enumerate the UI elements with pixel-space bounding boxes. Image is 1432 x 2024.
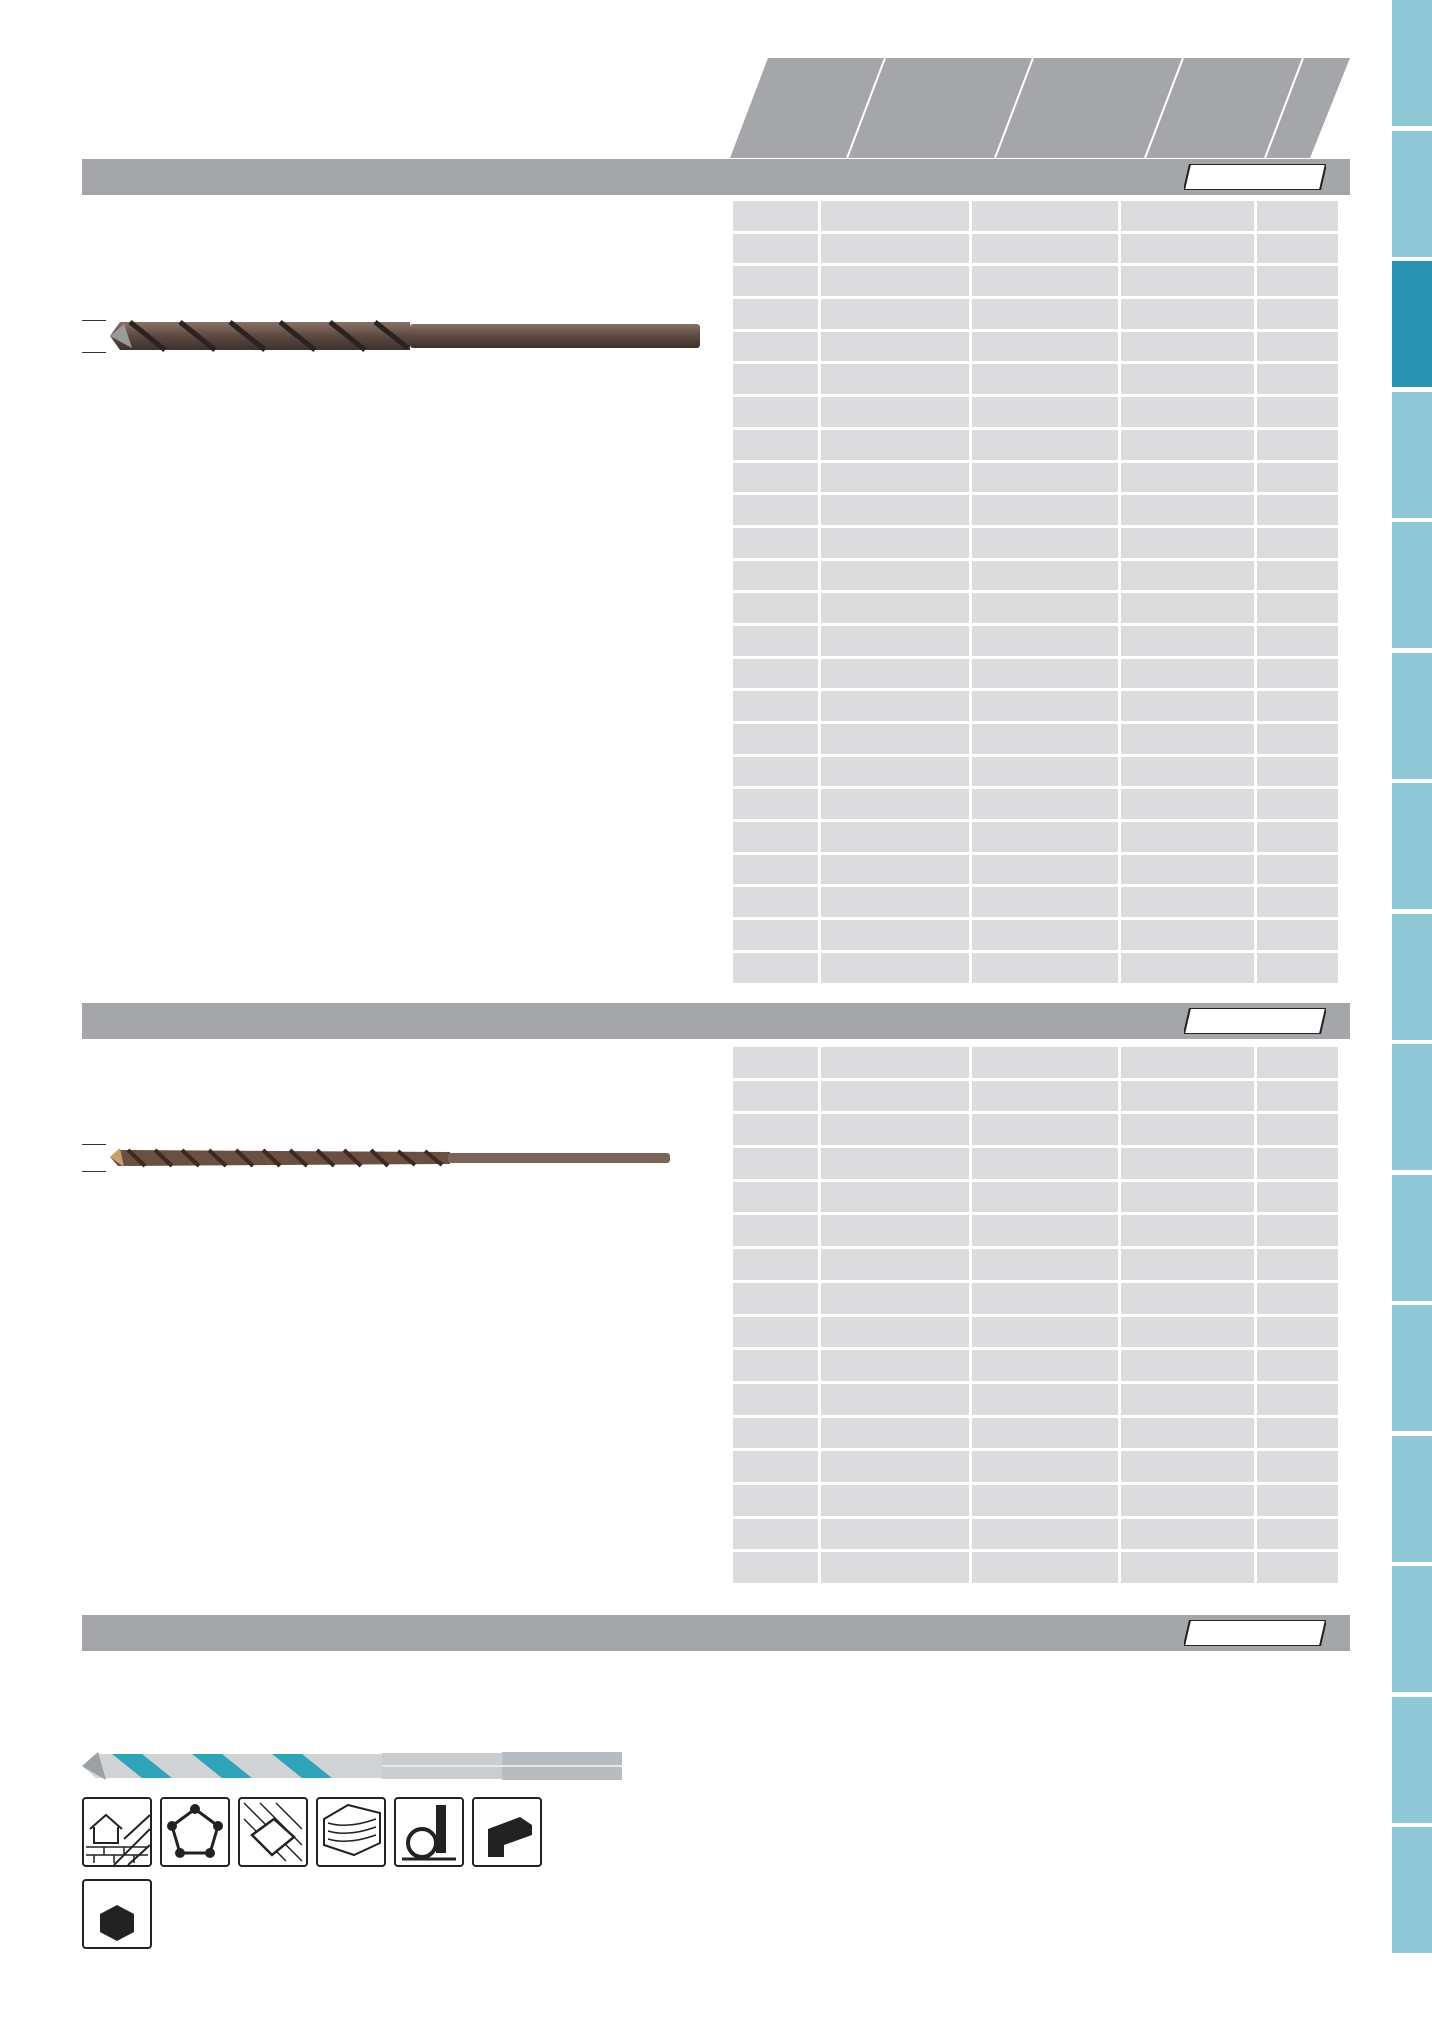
length-cell (821, 1249, 969, 1280)
table-row (733, 920, 1338, 950)
chapter-tab[interactable] (1392, 653, 1432, 779)
table-row (733, 1114, 1338, 1145)
price-cell (1257, 1047, 1338, 1078)
pack-cell (972, 789, 1118, 819)
diameter-cell (733, 1451, 818, 1482)
table-row (733, 364, 1338, 394)
price-cell (1257, 1215, 1338, 1246)
order-number-cell (1121, 593, 1254, 623)
table-row (733, 724, 1338, 754)
length-cell (821, 593, 969, 623)
pack-cell (972, 397, 1118, 427)
pack-cell (972, 1047, 1118, 1078)
table-row (733, 757, 1338, 787)
diameter-cell (733, 463, 818, 493)
chapter-tab[interactable] (1392, 522, 1432, 648)
price-cell (1257, 364, 1338, 394)
chapter-tabs (1392, 0, 1432, 2024)
diameter-cell (733, 1384, 818, 1415)
pack-cell (972, 266, 1118, 296)
chapter-tab[interactable] (1392, 1697, 1432, 1823)
length-cell (821, 234, 969, 264)
diameter-cell (733, 528, 818, 558)
table-row (733, 691, 1338, 721)
chapter-tab[interactable] (1392, 1044, 1432, 1170)
length-cell (821, 1182, 969, 1213)
price-cell (1257, 1552, 1338, 1583)
price-cell (1257, 1418, 1338, 1449)
table-row (733, 234, 1338, 264)
price-cell (1257, 234, 1338, 264)
diameter-cell (733, 822, 818, 852)
diameter-cell (733, 789, 818, 819)
order-number-cell (1121, 495, 1254, 525)
length-cell (821, 1047, 969, 1078)
chapter-tab[interactable] (1392, 261, 1432, 387)
pack-cell (972, 332, 1118, 362)
diameter-cell (733, 691, 818, 721)
diameter-cell (733, 920, 818, 950)
diameter-cell (733, 299, 818, 329)
diameter-cell (733, 397, 818, 427)
diameter-cell (733, 234, 818, 264)
diameter-cell (733, 593, 818, 623)
table-row (733, 593, 1338, 623)
length-cell (821, 626, 969, 656)
pack-cell (972, 299, 1118, 329)
diameter-cell (733, 266, 818, 296)
order-number-cell (1121, 953, 1254, 983)
hex-drill-bit-image (82, 1744, 642, 1788)
length-cell (821, 920, 969, 950)
pack-cell (972, 463, 1118, 493)
rating-stars (1184, 1008, 1326, 1034)
diameter-cell (733, 626, 818, 656)
column-header (730, 58, 1352, 158)
diagram-line (82, 1144, 106, 1145)
price-cell (1257, 1350, 1338, 1381)
table-row (733, 822, 1338, 852)
drill-bit-image (110, 1144, 680, 1174)
order-number-cell (1121, 1552, 1254, 1583)
pack-cell (972, 1249, 1118, 1280)
order-number-cell (1121, 1350, 1254, 1381)
price-cell (1257, 659, 1338, 689)
length-cell (821, 266, 969, 296)
price-cell (1257, 1519, 1338, 1550)
table-row (733, 463, 1338, 493)
price-cell (1257, 397, 1338, 427)
chapter-tab[interactable] (1392, 1436, 1432, 1562)
price-cell (1257, 528, 1338, 558)
length-cell (821, 1519, 969, 1550)
length-cell (821, 561, 969, 591)
table-row (733, 528, 1338, 558)
order-number-cell (1121, 1283, 1254, 1314)
pack-cell (972, 659, 1118, 689)
order-number-cell (1121, 757, 1254, 787)
price-cell (1257, 789, 1338, 819)
length-cell (821, 691, 969, 721)
pack-cell (972, 691, 1118, 721)
length-cell (821, 1283, 969, 1314)
order-number-cell (1121, 528, 1254, 558)
order-number-cell (1121, 920, 1254, 950)
chapter-tab[interactable] (1392, 0, 1432, 126)
price-cell (1257, 1148, 1338, 1179)
metal-icon (394, 1797, 464, 1867)
diameter-cell (733, 1047, 818, 1078)
order-number-cell (1121, 691, 1254, 721)
pack-cell (972, 561, 1118, 591)
pack-cell (972, 1485, 1118, 1516)
order-number-cell (1121, 1148, 1254, 1179)
pack-cell (972, 757, 1118, 787)
diameter-cell (733, 1350, 818, 1381)
chapter-tab[interactable] (1392, 131, 1432, 257)
order-number-cell (1121, 561, 1254, 591)
diameter-cell (733, 495, 818, 525)
table-row (733, 1552, 1338, 1583)
price-cell (1257, 887, 1338, 917)
chapter-tab[interactable] (1392, 1305, 1432, 1431)
price-cell (1257, 463, 1338, 493)
section-header-hex-shank-bits (82, 1615, 1350, 1651)
length-cell (821, 397, 969, 427)
order-number-cell (1121, 463, 1254, 493)
pack-cell (972, 1317, 1118, 1348)
length-cell (821, 757, 969, 787)
chapter-tab[interactable] (1392, 1175, 1432, 1301)
pack-cell (972, 1384, 1118, 1415)
length-cell (821, 528, 969, 558)
order-number-cell (1121, 1215, 1254, 1246)
pack-cell (972, 1081, 1118, 1112)
table-row (733, 1350, 1338, 1381)
pack-cell (972, 1148, 1118, 1179)
diagram-line (82, 320, 106, 321)
price-cell (1257, 1081, 1338, 1112)
table-row (733, 1418, 1338, 1449)
diameter-cell (733, 1081, 818, 1112)
order-number-cell (1121, 332, 1254, 362)
diagram-line (82, 1171, 106, 1172)
diameter-cell (733, 1114, 818, 1145)
order-number-cell (1121, 724, 1254, 754)
pack-cell (972, 1114, 1118, 1145)
pack-cell (972, 626, 1118, 656)
table-row (733, 1485, 1338, 1516)
pvc-icon (160, 1797, 230, 1867)
drill-bit-image (110, 316, 710, 356)
pack-cell (972, 593, 1118, 623)
diagram-line (82, 352, 106, 353)
pack-cell (972, 1418, 1118, 1449)
order-number-cell (1121, 1182, 1254, 1213)
price-cell (1257, 430, 1338, 460)
order-number-cell (1121, 234, 1254, 264)
price-cell (1257, 1384, 1338, 1415)
table-row (733, 659, 1338, 689)
chapter-tab[interactable] (1392, 914, 1432, 1040)
chapter-tab[interactable] (1392, 1566, 1432, 1692)
price-cell (1257, 626, 1338, 656)
diameter-cell (733, 561, 818, 591)
length-cell (821, 1148, 969, 1179)
price-cell (1257, 1249, 1338, 1280)
diameter-cell (733, 659, 818, 689)
table-row (733, 626, 1338, 656)
length-cell (821, 201, 969, 231)
length-cell (821, 1552, 969, 1583)
pack-cell (972, 1182, 1118, 1213)
table-row (733, 789, 1338, 819)
price-cell (1257, 691, 1338, 721)
pack-cell (972, 822, 1118, 852)
price-cell (1257, 201, 1338, 231)
table-row (733, 266, 1338, 296)
table-row (733, 495, 1338, 525)
table-row (733, 953, 1338, 983)
length-cell (821, 430, 969, 460)
order-number-cell (1121, 822, 1254, 852)
pack-cell (972, 234, 1118, 264)
price-cell (1257, 724, 1338, 754)
table-row (733, 887, 1338, 917)
length-cell (821, 789, 969, 819)
price-cell (1257, 1182, 1338, 1213)
length-cell (821, 953, 969, 983)
order-number-cell (1121, 201, 1254, 231)
chapter-tab[interactable] (1392, 783, 1432, 909)
length-cell (821, 364, 969, 394)
order-number-cell (1121, 1418, 1254, 1449)
order-number-cell (1121, 299, 1254, 329)
table-row (733, 1249, 1338, 1280)
order-number-cell (1121, 1384, 1254, 1415)
length-cell (821, 299, 969, 329)
diameter-cell (733, 1182, 818, 1213)
alu-icon (472, 1797, 542, 1867)
table-row (733, 397, 1338, 427)
length-cell (821, 1317, 969, 1348)
hex-shank-icon (82, 1879, 152, 1949)
price-cell (1257, 855, 1338, 885)
diameter-cell (733, 1317, 818, 1348)
length-cell (821, 659, 969, 689)
column-header-background (730, 58, 1352, 158)
table-row (733, 1384, 1338, 1415)
product-table-universal (730, 1044, 1341, 1586)
pack-cell (972, 953, 1118, 983)
tile-icon (238, 1797, 308, 1867)
order-number-cell (1121, 1519, 1254, 1550)
order-number-cell (1121, 1047, 1254, 1078)
price-cell (1257, 1317, 1338, 1348)
price-cell (1257, 266, 1338, 296)
pack-cell (972, 495, 1118, 525)
pack-cell (972, 1451, 1118, 1482)
order-number-cell (1121, 789, 1254, 819)
price-cell (1257, 332, 1338, 362)
diameter-cell (733, 201, 818, 231)
diameter-cell (733, 1283, 818, 1314)
diameter-cell (733, 1418, 818, 1449)
order-number-cell (1121, 1485, 1254, 1516)
diameter-cell (733, 1485, 818, 1516)
table-row (733, 561, 1338, 591)
product-table-impact (730, 198, 1341, 986)
diameter-cell (733, 887, 818, 917)
price-cell (1257, 299, 1338, 329)
pack-cell (972, 855, 1118, 885)
table-row (733, 299, 1338, 329)
length-cell (821, 724, 969, 754)
price-cell (1257, 920, 1338, 950)
diameter-cell (733, 364, 818, 394)
order-number-cell (1121, 364, 1254, 394)
drill-diagram-impact (80, 286, 720, 396)
diameter-cell (733, 1148, 818, 1179)
price-cell (1257, 1451, 1338, 1482)
order-number-cell (1121, 266, 1254, 296)
price-cell (1257, 757, 1338, 787)
chapter-tab[interactable] (1392, 392, 1432, 518)
table-row (733, 1047, 1338, 1078)
drill-diagram-universal (80, 1114, 700, 1214)
masonry-icon (82, 1797, 152, 1867)
table-row (733, 855, 1338, 885)
length-cell (821, 332, 969, 362)
diameter-cell (733, 1552, 818, 1583)
price-cell (1257, 1283, 1338, 1314)
pack-cell (972, 887, 1118, 917)
length-cell (821, 463, 969, 493)
diameter-cell (733, 1519, 818, 1550)
pack-cell (972, 1519, 1118, 1550)
diameter-cell (733, 953, 818, 983)
table-row (733, 1215, 1338, 1246)
pack-cell (972, 724, 1118, 754)
price-cell (1257, 495, 1338, 525)
order-number-cell (1121, 397, 1254, 427)
table-row (733, 201, 1338, 231)
order-number-cell (1121, 855, 1254, 885)
order-number-cell (1121, 1081, 1254, 1112)
pack-cell (972, 430, 1118, 460)
table-row (733, 1451, 1338, 1482)
length-cell (821, 855, 969, 885)
diameter-cell (733, 1215, 818, 1246)
rating-stars (1184, 1620, 1326, 1646)
length-cell (821, 1215, 969, 1246)
price-cell (1257, 822, 1338, 852)
diameter-cell (733, 430, 818, 460)
pack-cell (972, 920, 1118, 950)
order-number-cell (1121, 626, 1254, 656)
table-row (733, 1182, 1338, 1213)
pack-cell (972, 201, 1118, 231)
length-cell (821, 1114, 969, 1145)
pack-cell (972, 1350, 1118, 1381)
table-row (733, 332, 1338, 362)
length-cell (821, 1384, 969, 1415)
length-cell (821, 887, 969, 917)
table-row (733, 1148, 1338, 1179)
pack-cell (972, 528, 1118, 558)
section-header-universal-bits (82, 1003, 1350, 1039)
price-cell (1257, 1114, 1338, 1145)
price-cell (1257, 561, 1338, 591)
order-number-cell (1121, 1114, 1254, 1145)
length-cell (821, 1451, 969, 1482)
price-cell (1257, 1485, 1338, 1516)
section-header-impact-drill-bits (82, 159, 1350, 195)
length-cell (821, 1081, 969, 1112)
diameter-cell (733, 332, 818, 362)
diameter-cell (733, 1249, 818, 1280)
diameter-cell (733, 724, 818, 754)
pack-cell (972, 1283, 1118, 1314)
pack-cell (972, 364, 1118, 394)
order-number-cell (1121, 659, 1254, 689)
table-row (733, 1519, 1338, 1550)
length-cell (821, 1485, 969, 1516)
length-cell (821, 495, 969, 525)
table-row (733, 1081, 1338, 1112)
wood-icon (316, 1797, 386, 1867)
price-cell (1257, 593, 1338, 623)
order-number-cell (1121, 1451, 1254, 1482)
table-row (733, 1317, 1338, 1348)
order-number-cell (1121, 1317, 1254, 1348)
order-number-cell (1121, 1249, 1254, 1280)
price-cell (1257, 953, 1338, 983)
table-row (733, 1283, 1338, 1314)
diameter-cell (733, 757, 818, 787)
pack-cell (972, 1552, 1118, 1583)
length-cell (821, 822, 969, 852)
table-row (733, 430, 1338, 460)
order-number-cell (1121, 887, 1254, 917)
chapter-tab[interactable] (1392, 1827, 1432, 1953)
diameter-cell (733, 855, 818, 885)
rating-stars (1184, 164, 1326, 190)
length-cell (821, 1350, 969, 1381)
order-number-cell (1121, 430, 1254, 460)
pack-cell (972, 1215, 1118, 1246)
length-cell (821, 1418, 969, 1449)
